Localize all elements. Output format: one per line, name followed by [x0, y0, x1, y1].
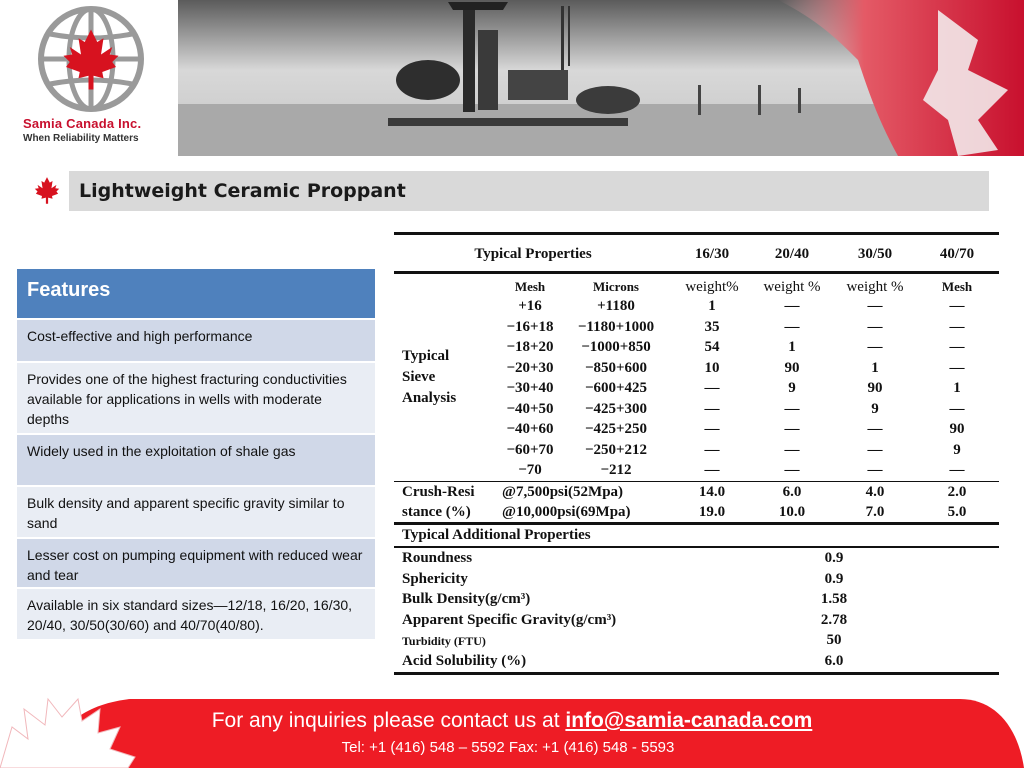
sieve-cell: −18+20 — [506, 339, 554, 355]
sieve-cell: — — [704, 462, 720, 478]
sieve-label: Analysis — [402, 390, 457, 406]
page-title: Lightweight Ceramic Proppant — [79, 180, 406, 202]
sieve-cell: — — [784, 462, 800, 478]
sieve-cell: −60+70 — [506, 441, 554, 458]
table-rule — [394, 232, 999, 235]
feature-row: Available in six standard sizes—12/18, 16/20, 16/30, 20/40, 30/50(30/60) and 40/70(40/80). — [17, 589, 375, 641]
additional-value: 6.0 — [824, 652, 844, 669]
sieve-cell: — — [867, 462, 883, 478]
sieve-cell: — — [867, 441, 883, 458]
table-rule — [394, 481, 999, 482]
oilfield-banner-image — [178, 0, 1024, 156]
additional-value: 0.9 — [824, 550, 844, 566]
brand-tagline: When Reliability Matters — [23, 133, 139, 144]
sieve-cell: 90 — [867, 380, 883, 396]
sieve-cell: −600+425 — [584, 380, 648, 396]
sieve-cell: — — [867, 318, 883, 335]
footer-phones: Tel: +1 (416) 548 – 5592 Fax: +1 (416) 548 - 5593 — [341, 739, 675, 756]
sieve-subheader-mesh: Mesh — [514, 279, 546, 294]
sieve-cell: — — [867, 421, 883, 437]
sieve-cell: −850+600 — [584, 359, 648, 376]
additional-label: Bulk Density(g/cm³) — [402, 591, 531, 607]
additional-heading: Typical Additional Properties — [402, 527, 591, 543]
table-rule — [394, 546, 999, 548]
crush-cell: 14.0 — [698, 484, 726, 500]
sieve-label: Typical — [402, 348, 450, 364]
sieve-cell: — — [704, 400, 720, 417]
table-rule — [394, 522, 999, 525]
features-table — [17, 269, 375, 641]
sieve-cell: — — [704, 380, 720, 396]
additional-label: Turbidity (FTU) — [402, 634, 486, 648]
sieve-cell: 35 — [704, 318, 720, 335]
crush-cell: @7,500psi(52Mpa) — [502, 484, 624, 500]
crush-cell: 2.0 — [947, 484, 967, 500]
additional-value: 0.9 — [824, 570, 844, 587]
sieve-cell: — — [867, 298, 883, 314]
crush-cell: 19.0 — [698, 504, 726, 520]
additional-value: 2.78 — [820, 611, 848, 628]
sieve-cell: +16 — [518, 298, 542, 314]
sieve-cell: 54 — [704, 339, 720, 355]
additional-label: Sphericity — [402, 570, 468, 587]
company-logo[interactable] — [0, 0, 178, 156]
sieve-cell: — — [949, 318, 965, 335]
sieve-cell: −425+250 — [584, 421, 648, 437]
crush-cell: 5.0 — [947, 504, 967, 520]
page-title-bar — [69, 171, 989, 211]
maple-leaf-icon — [32, 176, 62, 206]
sieve-cell: −16+18 — [506, 318, 554, 335]
sieve-cell: — — [784, 421, 800, 437]
sieve-cell: — — [784, 400, 800, 417]
additional-label: Apparent Specific Gravity(g/cm³) — [402, 611, 617, 628]
features-heading: Features — [17, 269, 375, 320]
crush-cell: 10.0 — [778, 504, 806, 520]
sieve-cell: — — [784, 298, 800, 314]
sieve-cell: +1180 — [597, 298, 635, 314]
globe-maple-icon — [36, 4, 146, 114]
sieve-cell: −40+60 — [506, 421, 554, 437]
sieve-subheader-weight: weight% — [685, 279, 739, 295]
sieve-cell: — — [949, 298, 965, 314]
additional-value: 1.58 — [820, 591, 848, 607]
sieve-subheader-mesh: Mesh — [941, 279, 973, 294]
sieve-cell: −250+212 — [584, 441, 648, 458]
sieve-cell: — — [704, 441, 720, 458]
sieve-cell: — — [867, 339, 883, 355]
sieve-cell: 1 — [788, 339, 796, 355]
sieve-cell: −20+30 — [506, 359, 554, 376]
sieve-cell: — — [784, 318, 800, 335]
crush-label: stance (%) — [402, 504, 471, 520]
additional-label: Roundness — [402, 550, 473, 566]
feature-row: Cost-effective and high performance — [17, 320, 375, 363]
additional-label: Acid Solubility (%) — [402, 652, 527, 669]
crush-label: Crush-Resi — [402, 484, 475, 500]
sieve-cell: 1 — [871, 359, 879, 376]
crush-cell: 6.0 — [782, 484, 802, 500]
sieve-cell: 9 — [871, 400, 879, 417]
properties-table — [394, 232, 999, 675]
header-16-30: 16/30 — [694, 246, 730, 262]
crush-cell: 7.0 — [865, 504, 885, 520]
crush-cell: @10,000psi(69Mpa) — [502, 504, 631, 520]
sieve-cell: −425+300 — [584, 400, 648, 417]
table-rule — [394, 271, 999, 274]
sieve-cell: −70 — [518, 462, 542, 478]
header-typical-properties: Typical Properties — [474, 246, 592, 262]
sieve-cell: −40+50 — [506, 400, 554, 417]
feature-row: Provides one of the highest fracturing conductivities available for applications in wells with moderate depths — [17, 363, 375, 435]
sieve-cell: 90 — [784, 359, 800, 376]
sieve-cell: 1 — [708, 298, 716, 314]
sieve-cell: 9 — [788, 380, 796, 396]
footer-email-link[interactable]: info@samia-canada.com — [565, 709, 813, 732]
sieve-cell: 90 — [949, 421, 965, 437]
sieve-cell: −1000+850 — [581, 339, 651, 355]
sieve-cell: 10 — [704, 359, 720, 376]
header-30-50: 30/50 — [857, 246, 893, 262]
sieve-cell: — — [704, 421, 720, 437]
brand-name: Samia Canada Inc. — [23, 116, 142, 131]
sieve-label: Sieve — [402, 369, 436, 385]
header-40-70: 40/70 — [939, 246, 975, 262]
page-header — [0, 0, 1024, 156]
sieve-subheader-microns: Microns — [593, 279, 639, 294]
feature-row: Widely used in the exploitation of shale gas — [17, 435, 375, 487]
footer-contact-line — [0, 709, 1024, 733]
additional-value: 50 — [826, 632, 842, 648]
sieve-cell: — — [949, 359, 965, 376]
sieve-subheader-weight: weight % — [763, 279, 821, 295]
sieve-cell: — — [949, 462, 965, 478]
crush-cell: 4.0 — [865, 484, 885, 500]
sieve-cell: −212 — [600, 462, 632, 478]
feature-row: Bulk density and apparent specific gravity similar to sand — [17, 487, 375, 539]
sieve-cell: −30+40 — [506, 380, 554, 396]
sieve-cell: — — [784, 441, 800, 458]
table-rule — [394, 672, 999, 675]
sieve-subheader-weight: weight % — [846, 279, 904, 295]
sieve-cell: — — [949, 339, 965, 355]
sieve-cell: 9 — [953, 441, 961, 458]
sieve-cell: — — [949, 400, 965, 417]
feature-row: Lesser cost on pumping equipment with reduced wear and tear — [17, 539, 375, 589]
footer-contact-prefix: For any inquiries please contact us at — [211, 709, 566, 732]
header-20-40: 20/40 — [774, 246, 810, 262]
sieve-cell: 1 — [953, 380, 961, 396]
sieve-cell: −1180+1000 — [577, 318, 655, 335]
